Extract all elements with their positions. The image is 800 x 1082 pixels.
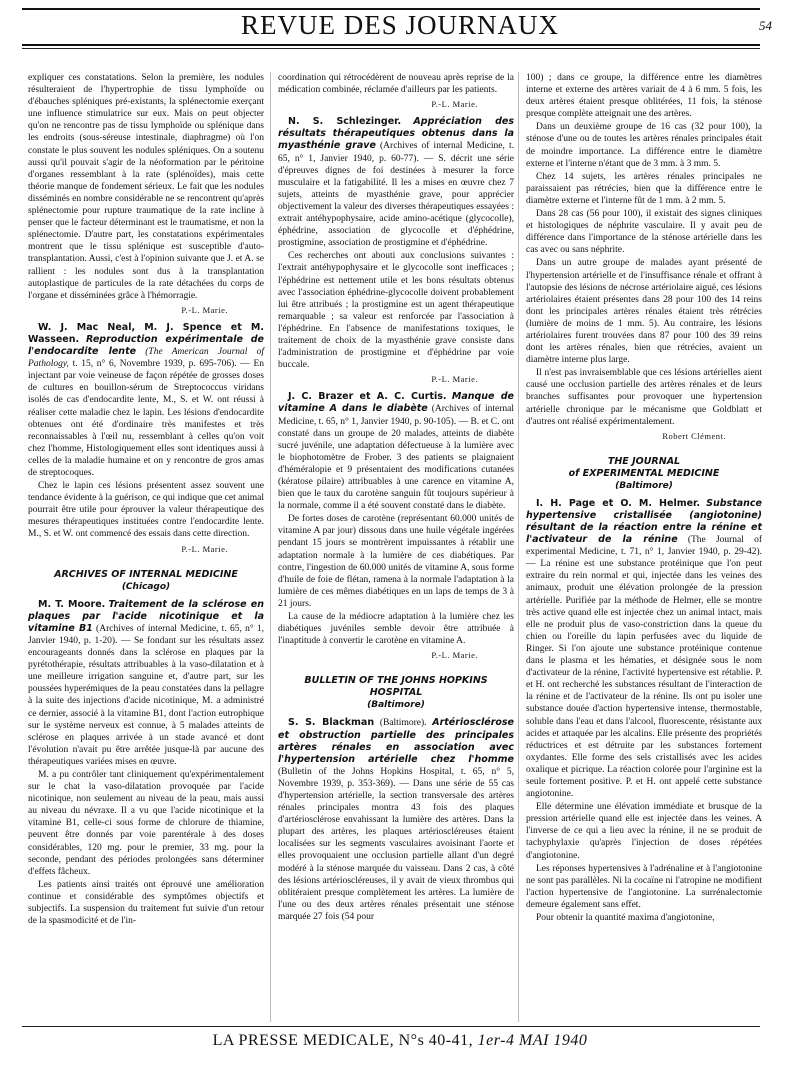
article-title: Artériosclérose et obstruction partielle des principales artères rénales en association avec l'hypertension artérielle chez l'homme bbox=[278, 717, 515, 765]
paragraph: Chez le lapin ces lésions présentent assez souvent une tendance évidente à la guérison, ce qui indique que cet animal pourrait être utile pour éprouver la valeur thérapeutique des mesures thérapeutiques instituées contre l'endocardite lente. M., S. et W. ont commencé des essais dans cette direction. bbox=[28, 481, 264, 540]
article-entry bbox=[526, 498, 762, 800]
journal-name-line2: of EXPERIMENTAL MEDICINE bbox=[568, 467, 720, 479]
paragraph: Les patients ainsi traités ont éprouvé une amélioration continue et considérable des symptômes objectifs et subjectifs. La suspension du traitement fut suivie d'un retour de la spasmodicité et de l'in- bbox=[28, 879, 264, 927]
journal-city: (Baltimore) bbox=[367, 700, 425, 711]
footer-issue: N°s 40-41, bbox=[398, 1032, 474, 1049]
header-rule bbox=[22, 44, 760, 46]
article-body: (Archives of internal Medicine, t. 65, n° 1, Janvier 1940, p. 60-77). — S. décrit une série d'épreuves dignes de foi destinées à mesurer la force musculaire et la fatigabilité. Il les a mises en œuvre chez 7 sujets, atteints de myasthénie grave, pour apprécier objectivement la valeur des diverses thérapeutiques essayées : extrait antéhypophysaire, acide amino-acétique (glycocolle), éphédrine, association de glycocolle et d'éphédrine, prostigmine, association de prostigmine et d'éphédrine. bbox=[278, 141, 514, 249]
column-divider bbox=[518, 72, 519, 1022]
paragraph: Chez 14 sujets, les artères rénales principales ne paraissaient pas rétrécies, bien que la différence entre le diamètre externe et l'interne fût de 1 mm. à 2 mm. 5. bbox=[526, 171, 762, 206]
paragraph: Dans 28 cas (56 pour 100), il existait des signes cliniques et histologiques de néphrite vasculaire. Il y avait peu de différence dans l'importance de la sténose artérielle dans les cas avec ou sans néphrite. bbox=[526, 209, 762, 256]
article-title: Traitement de la sclérose en plaques par l'acide nicotinique et la vitamine B1 bbox=[28, 598, 264, 634]
footer-journal: LA PRESSE MEDICALE, bbox=[212, 1032, 395, 1049]
article-authors: I. H. Page et O. M. Helmer. bbox=[536, 497, 700, 509]
article-title: Appréciation des résultats thérapeutiques obtenus dans la myasthénie grave bbox=[278, 116, 515, 152]
header-rule-thin bbox=[22, 48, 760, 49]
page-footer bbox=[0, 1032, 800, 1050]
column-1 bbox=[28, 72, 264, 928]
article-entry bbox=[278, 717, 514, 923]
article-title: Manque de vitamine A dans le diabète bbox=[278, 391, 515, 415]
journal-name: ARCHIVES OF INTERNAL MEDICINE bbox=[54, 568, 238, 580]
column-divider bbox=[270, 72, 271, 1022]
article-entry bbox=[28, 322, 264, 479]
journal-name: THE JOURNAL bbox=[607, 455, 681, 467]
article-authors: J. C. Brazer et A. C. Curtis. bbox=[288, 391, 447, 403]
signature: Robert Clément. bbox=[662, 430, 726, 441]
article-body: (Bulletin of the Johns Hopkins Hospital, t. 65, n° 5, Novembre 1939, p. 353-369). — Dans une série de 55 cas d'hypertension artérielle, la section transversale des artères rénales principales montra 43 fois des plaques d'artériosclérose envahissant la lumière des artères. Dans la plupart des artères, les plaques artérioscléreuses étaient localisées sur les segments vasculaires avoisinant l'aorte et elles provoquaient une occlusion partielle allant d'un degré modéré à la sténose marquée du vaisseau. Dans 2 cas, à côté des lésions artérioscléreuses, il y avait de vieux thrombus qui oblitéraient presque complètement les artères. La lumière de l'une ou des deux artères rénales présentait une sténose marquée 27 fois (54 pour bbox=[278, 766, 514, 922]
paragraph: De fortes doses de carotène (représentant 60.000 unités de vitamine A par jour) dissous dans une huile végétale ingérées pendant 15 jours se montrèrent impuissantes à rétablir une adaptation normale à la lumière de ces diabétiques. Par contre, l'ingestion de 60.000 unités de vitamine A, sous forme d'huile de foie de flétan, ramena à la normale l'adaptation à la lumière de ces mêmes diabétiques en un laps de temps de 3 à 21 jours. bbox=[278, 514, 514, 609]
signature: P.-L. Marie. bbox=[181, 543, 228, 554]
journal-section-heading bbox=[526, 456, 762, 492]
article-title: Reproduction expérimentale de l'endocardite lente bbox=[28, 333, 264, 358]
paragraph: Dans un deuxième groupe de 16 cas (32 pour 100), la sténose d'une ou de toutes les artères rénales principales était de moindre importance. La différence entre le diamètre externe et l'interne n'étant que de 3 mm. à 3 mm. 5. bbox=[526, 122, 762, 169]
paragraph: 100) ; dans ce groupe, la différence entre les diamètres interne et externe des artères variait de 4 à 6 mm. 5 fois, les deux artères étaient presque oblitérées, 11 fois, la sténose presque complète atteignait une des artères. bbox=[526, 73, 762, 120]
article-affiliation: (Baltimore). bbox=[379, 718, 427, 729]
page-number: 54 bbox=[759, 18, 772, 33]
journal-name: BULLETIN OF THE JOHNS HOPKINS HOSPITAL bbox=[304, 675, 488, 699]
footer-date: 1er-4 MAI 1940 bbox=[477, 1032, 588, 1049]
signature: P.-L. Marie. bbox=[431, 650, 478, 661]
journal-city: (Chicago) bbox=[121, 581, 171, 592]
article-title: Substance hypertensive cristallisée (angiotonine) résultant de la réaction entre la rénine et l'activateur de la rénine bbox=[526, 497, 762, 546]
article-authors: N. S. Schlezinger. bbox=[288, 116, 402, 128]
paragraph: Pour obtenir la quantité maxima d'angiotonine, bbox=[536, 913, 715, 923]
paragraph: coordination qui rétrocédèrent de nouveau après reprise de la médication combinée, réclamée d'ailleurs par les patients. bbox=[278, 73, 514, 96]
paragraph: Il n'est pas invraisemblable que ces lésions artérielles aient causé une occlusion partielle des artères rénales et de leurs branches suffisantes pour provoquer une hypertension artérielle chronique par le mécanisme que Goldblatt et d'autres ont réalisé expérimentalement. bbox=[526, 368, 762, 427]
paragraph: M. a pu contrôler tant cliniquement qu'expérimentalement sur le chat la vaso-dilatation provoquée par l'acide nicotinique, non seulement au niveau de la peau, mais aussi au niveau du névraxe. Il a vu que l'acide nicotinique et la vitamine B1, celle-ci sous forme de chlorure de thiamine, peuvent être donnés par voie parentérale à des doses considérables, 120 mg. pour le premier, 33 mg. pour la seconde, pendant des périodes prolongées sans déterminer d'effets fâcheux. bbox=[28, 769, 264, 877]
article-entry bbox=[28, 599, 264, 768]
journal-city: (Baltimore) bbox=[615, 480, 673, 491]
column-3 bbox=[526, 72, 762, 925]
signature: P.-L. Marie. bbox=[431, 374, 478, 385]
paragraph: La cause de la médiocre adaptation à la lumière chez les diabétiques juvéniles semble devoir être attribuée à l'inaptitude à convertir le carotène en vitamine A. bbox=[278, 612, 514, 647]
signature: P.-L. Marie. bbox=[181, 304, 228, 315]
article-authors: M. T. Moore. bbox=[38, 598, 106, 610]
article-entry bbox=[278, 116, 514, 249]
journal-section-heading bbox=[28, 569, 264, 593]
article-body: t. 15, n° 6, Novembre 1939, p. 695-706). — En injectant par voie veineuse de façon répétée de grosses doses de cultures en bouillon-sérum de Streptococcus viridans isolés de cas d'endocardite lente, M., S. et W. ont réussi à réaliser cette maladie chez le lapin. Les lésions d'endocardite obtenues ont été d'ordinaire très manifestes et très reconnaissables à l'œil nu, ressemblant à celles qu'on voit chez l'homme, Histologiquement elles sont identiques aussi à celles de la maladie humaine et on y rencontre de gros amas de streptocoques. bbox=[28, 359, 264, 478]
paragraph: Les réponses hypertensives à l'adrénaline et à l'angiotonine ne sont pas parallèles. Ni la cocaïne ni l'atropine ne modifient l'action hypertensive de l'angiotonine. La surrénalectomie demeure également sans effet. bbox=[526, 863, 762, 910]
article-body: (Archives of internal Medicine, t. 65, n° 1, Janvier 1940, p. 1-20). — Se fondant sur les résultats assez encourageants donnés dans la sclérose en plaques par la pyrétothérapie, résultats attribuables à la vaso-dilatation et à une meilleure irrigation sanguine et, d'autre part, sur les poussées hyperémiques de la peau constatées dans la pellagre à la suite des injections d'acide nicotinique, M. a administré ce dernier, associé à la vitamine B1, dont l'action eutrophique sur le système nerveux est connue, à 5 malades atteints de sclérose en plaques arrivée à un stade avancé et dont l'évolution n'avait pu être arrêtée jusque-là par aucune des thérapeutiques variées mises en œuvre. bbox=[28, 623, 264, 767]
article-authors: S. S. Blackman bbox=[288, 717, 375, 729]
page-header-title: REVUE DES JOURNAUX bbox=[240, 10, 559, 40]
paragraph: Ces recherches ont abouti aux conclusions suivantes : l'extrait antéhypophysaire et le glycocolle sont inefficaces ; l'éphédrine est nettement utile et les bons résultats obtenus avec l'association éphédrine-glycocolle doivent probablement lui être attribués ; la prostigmine est un agent thérapeutique remarquable ; sa valeur est renforcée par l'association à l'éphédrine. En l'absence de manifestations toxiques, le traitement de choix de la myasthénie grave consiste dans l'administration de prostigmine et d'éphédrine par voie buccale. bbox=[278, 251, 514, 371]
paragraph: Elle détermine une élévation immédiate et brusque de la pression artérielle quand elle est injectée dans les veines. A l'inverse de ce qui a lieu avec la rénine, il ne se produit de tachyphylaxie qu'après l'injection de doses répétées d'angiotonine. bbox=[526, 802, 762, 861]
paragraph: Dans un autre groupe de malades ayant présenté de l'hypertension artérielle et de l'insuffisance rénale et offrant à l'autopsie des lésions de nécrose artériolaire aiguë, ces lésions artériolaires étaient présentes dans 28 pour 100 des 14 reins dont les principales artères rénales étaient très rétrécies (lumière de moins de 1 mm. 5). Au contraire, les lésions artériolaires furent trouvées dans 87 pour 100 des 39 reins dont les artères rénales, bien que rétrécies, avaient un diamètre interne plus large. bbox=[526, 258, 762, 366]
signature: P.-L. Marie. bbox=[431, 99, 478, 110]
journal-section-heading bbox=[278, 675, 514, 711]
paragraph: expliquer ces constatations. Selon la première, les nodules résulteraient de l'hypertrophie de tissu lymphoïde ou d'ébauches spléniques pré-existants, la splénectomie exerçant une influence stimulatrice sur eux. Mais on peut objecter qu'on ne rencontre pas de tissu lymphoïde ou splénique dans les endroits (sous-séreuse intestinale, diaphragme) où l'on constate le plus souvent les nodules spléniques. On a soutenu aussi qu'il pouvait s'agir de la néoformation par le péritoine d'organes ressemblant à la rate (splénoïdes), mais cette théorie manque de fondement sérieux. Le fait que les nodules disséminés en nombre considérable ne se rencontrent qu'après splénectomie pour rupture traumatique de la rate incline à penser que le facteur déterminant est le traumatisme, et non la splénectomie. D'autre part, les constatations expérimentales montrent que le tissu splénique est susceptible d'auto-transplantation. Aussi, c'est à l'opinion suivante que J. et A. se rallient : les nodules sont dus à la transplantation autoplastique de particules de la rate détachées du corps de l'organe et disséminées grâce à l'hémorragie. bbox=[28, 73, 264, 301]
article-authors: W. J. Mac Neal, M. J. Spence et M. Wasseen. bbox=[28, 321, 264, 345]
article-source: (The American Journal of Pathology, bbox=[28, 347, 264, 370]
column-2 bbox=[278, 72, 514, 924]
footer-rule bbox=[22, 1026, 760, 1027]
article-entry bbox=[278, 391, 514, 512]
article-body: (The Journal of experimental Medicine, t. 71, n° 1, Janvier 1940, p. 29-42). — La rénine est une substance protéinique que l'on peut extraire du rein normal et qui, injectée dans les veines des animaux, produit une élévation prolongée de la pression artérielle. Purifiée par la méthode de Helmer, elle se montre très active quand elle est injectée chez un animal intact, mais elle ne produit plus de vaso-constriction dans la queue du chien ou l'oreille du lapin perfusées avec du liquide de Ringer. Si l'on ajoute une substance protéinique contenue dans le plasma et les hématies, et désignée sous le nom d'activateur de la rénine, l'activité hypertensive est rétablie. P. et H. ont recherché les substances résultant de l'interaction de la rénine et de l'activateur de la rénine. Ils ont pu isoler une substance douée d'action hypertensive intense, thermostable, soluble dans l'eau et dans l'alcool, fluorescente, résistante aux acides et attaquée par les alcalins. Elle présente des propriétés réductrices et est détruite par les substances fortement oxydantes. Elle forme des sels cristallisés avec les acides oxalique et picrique. La réaction colorée pour l'arginine est la seule fortement positive. P. et H. ont appelé cette substance angiotonine. bbox=[526, 535, 762, 800]
article-body: (Archives of internal Medicine, t. 65, n° 1, Janvier 1940, p. 90-105). — B. et C. ont constaté dans un groupe de 20 malades, atteints de diabète sucré juvénile, une adaptation défectueuse à la lumière avec le biophotomètre de Frober. 3 des patients se plaignaient d'héméralopie et 9 présentaient des modifications cutanées (kératose pilaire) attribuables à une carence en vitamine A, bien que le taux du carotène sanguin fût toujours supérieur à la normale, comme il a été souvent constaté dans le diabète. bbox=[278, 404, 514, 512]
